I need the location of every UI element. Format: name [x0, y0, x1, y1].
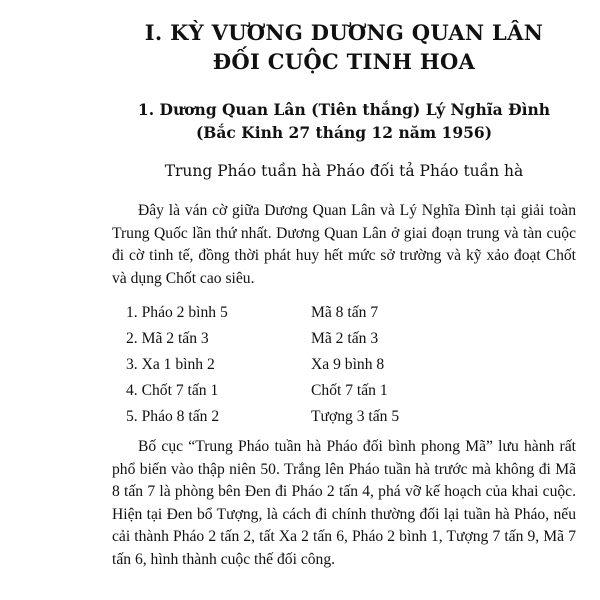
commentary-paragraph: Bố cục “Trung Pháo tuần hà Pháo đối bình phong Mã” lưu hành rất phổ biến vào thập niên 50. Trắng lên Pháo tuần hà trước mà không đi Mã 8 tấn 7 là phòng bên Đen đi Pháo 2 tấn 4, phá vỡ kế hoạch của khai cuộc. Hiện tại Đen bổ Tượng, là cách đi chính thường đối lại tuần hà Pháo, nếu cải thành Pháo 2 tấn 2, tất Xa 2 tấn 6, Pháo 2 bình 1, Tượng 7 tấn 9, Mã 7 tấn 6, hình thành cuộc thế đối công. — [112, 438, 576, 568]
chapter-title-line-2: ĐỐI CUỘC TINH HOA — [212, 49, 476, 74]
move-black: Mã 2 tấn 3 — [311, 330, 379, 347]
opening-name: Trung Pháo tuần hà Pháo đối tả Pháo tuần hà — [164, 162, 524, 180]
move-row — [112, 378, 576, 404]
move-row — [112, 352, 576, 378]
chapter-title-line-1: I. KỲ VƯƠNG DƯƠNG QUAN LÂN — [144, 20, 544, 45]
move-black: Mã 8 tấn 7 — [311, 304, 379, 321]
move-black: Chốt 7 tấn 1 — [311, 382, 388, 399]
move-list — [112, 300, 576, 430]
intro-paragraph: Đây là ván cờ giữa Dương Quan Lân và Lý Nghĩa Đình tại giải toàn Trung Quốc lần thứ nhất. Dương Quan Lân ở giai đoạn trung và tàn cuộc đi cờ tinh tế, đồng thời phát huy hết mức sở trường và kỹ xảo đoạt Chốt và dụng Chốt cao siêu. — [112, 202, 576, 287]
move-row — [112, 326, 576, 352]
game-title-date: (Bắc Kinh 27 tháng 12 năm 1956) — [195, 123, 493, 142]
move-red: 5. Pháo 8 tấn 2 — [126, 408, 220, 425]
move-black: Tượng 3 tấn 5 — [311, 408, 400, 425]
move-row — [112, 300, 576, 326]
move-red: 2. Mã 2 tấn 3 — [126, 330, 209, 347]
move-red: 3. Xa 1 bình 2 — [126, 356, 215, 373]
move-red: 4. Chốt 7 tấn 1 — [126, 382, 219, 399]
chapter-title — [112, 0, 576, 76]
move-red: 1. Pháo 2 bình 5 — [126, 304, 228, 321]
game-title-players: 1. Dương Quan Lân (Tiên thắng) Lý Nghĩa Đình — [137, 100, 551, 119]
move-row — [112, 404, 576, 430]
game-title — [112, 98, 576, 144]
move-black: Xa 9 bình 8 — [311, 356, 385, 373]
